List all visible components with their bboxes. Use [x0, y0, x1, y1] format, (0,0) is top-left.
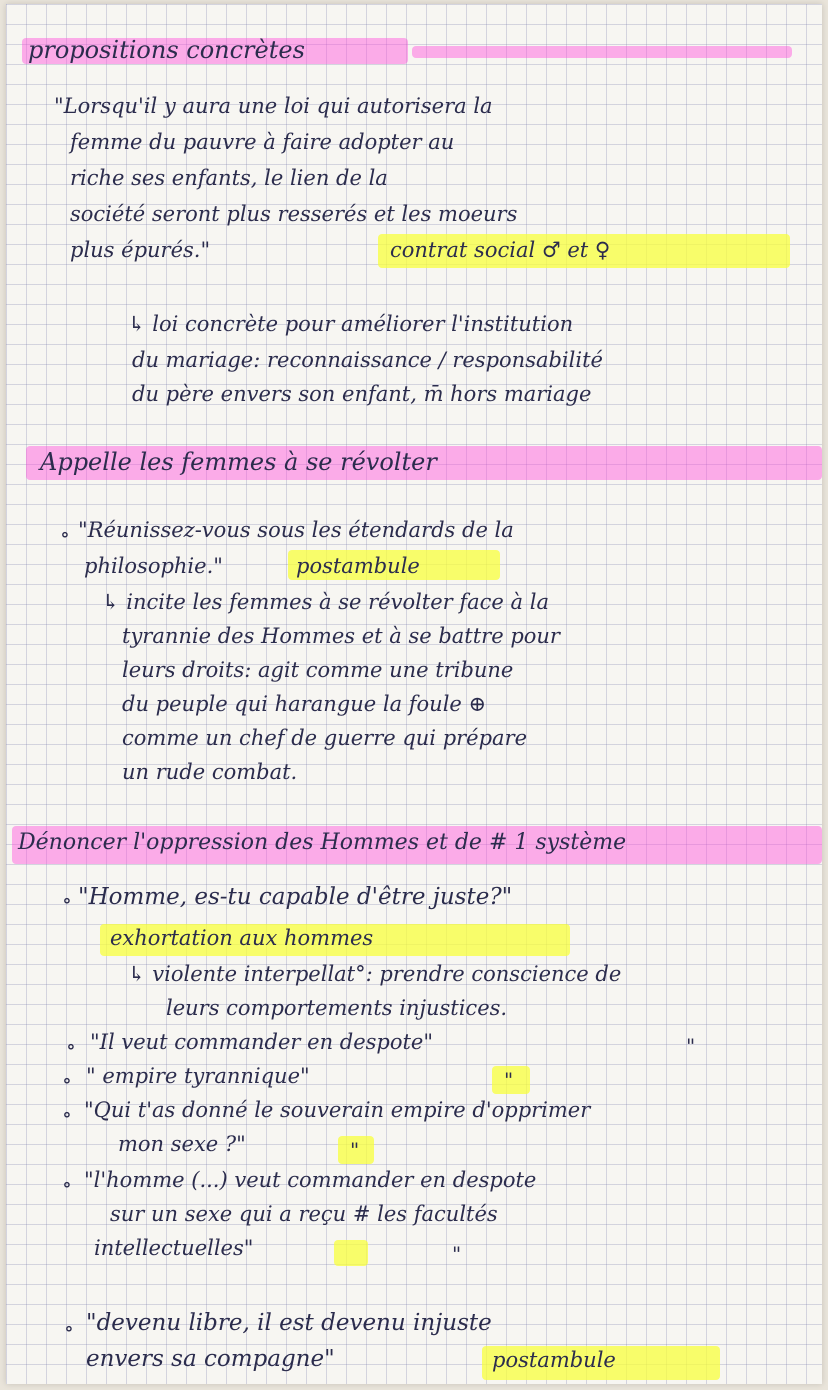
title-highlight-line	[412, 46, 792, 58]
note-line: du mariage: reconnaissance / responsabilité	[132, 348, 603, 372]
note-line: du père envers son enfant, m̄ hors mariage	[132, 382, 592, 406]
ditto-mark: "	[686, 1034, 696, 1058]
note-line: comme un chef de guerre qui prépare	[122, 726, 528, 750]
ditto-mark: "	[452, 1242, 462, 1266]
tag-postambule: postambule	[296, 554, 420, 578]
bullet: ∘	[66, 1034, 76, 1058]
quote-homme: "Homme, es-tu capable d'être juste?"	[78, 884, 513, 910]
list-item: "Il veut commander en despote"	[90, 1030, 434, 1054]
tag-exhortation: exhortation aux hommes	[110, 926, 374, 950]
ditto-mark: "	[350, 1138, 360, 1162]
list-item: " empire tyrannique"	[86, 1064, 310, 1088]
quote-line: société seront plus resserés et les moeurs	[70, 202, 518, 226]
quote-line: plus épurés."	[70, 238, 211, 262]
list-item-continued: mon sexe ?"	[118, 1132, 246, 1156]
quote-line: riche ses enfants, le lien de la	[70, 166, 388, 190]
ditto-highlight	[334, 1240, 368, 1266]
quote-line: femme du pauvre à faire adopter au	[70, 130, 455, 154]
list-item: "Qui t'as donné le souverain empire d'opprimer	[84, 1098, 591, 1122]
bullet: ∘	[62, 888, 72, 912]
note-line: ↳ loi concrète pour améliorer l'institution	[128, 312, 574, 336]
quote-line: philosophie."	[84, 554, 223, 578]
section-title-appelle: Appelle les femmes à se révolter	[40, 448, 437, 476]
list-item: "l'homme (...) veut commander en despote	[84, 1168, 537, 1192]
quote-line: "devenu libre, il est devenu injuste	[86, 1310, 492, 1336]
tag-contrat-social: contrat social ♂ et ♀	[390, 238, 611, 262]
bullet: ∘	[62, 1068, 72, 1092]
bullet: ∘	[62, 1172, 72, 1196]
section-title-denoncer: Dénoncer l'oppression des Hommes et de # 1 système	[18, 830, 627, 855]
quote-line: "Réunissez-vous sous les étendards de la	[78, 518, 514, 542]
note-line: ↳ incite les femmes à se révolter face à la	[102, 590, 549, 614]
quote-line: "Lorsqu'il y aura une loi qui autorisera la	[54, 94, 493, 118]
section-title-propositions: propositions concrètes	[28, 36, 305, 64]
bullet: ∘	[62, 1102, 72, 1126]
list-item-continued: intellectuelles"	[94, 1236, 254, 1260]
note-line: leurs comportements injustices.	[166, 996, 508, 1020]
tag-postambule: postambule	[492, 1348, 616, 1372]
note-line: tyrannie des Hommes et à se battre pour	[122, 624, 560, 648]
bullet: ∘	[64, 1316, 74, 1340]
note-line: un rude combat.	[122, 760, 298, 784]
note-line: ↳ violente interpellat°: prendre conscience de	[128, 962, 622, 986]
list-item-continued: sur un sexe qui a reçu # les facultés	[110, 1202, 498, 1226]
note-line: du peuple qui harangue la foule ⊕	[122, 692, 487, 716]
bullet: ∘	[60, 522, 70, 546]
quote-line: envers sa compagne"	[86, 1346, 335, 1372]
note-line: leurs droits: agit comme une tribune	[122, 658, 514, 682]
ditto-mark: "	[504, 1068, 514, 1092]
notebook-page	[6, 4, 822, 1384]
